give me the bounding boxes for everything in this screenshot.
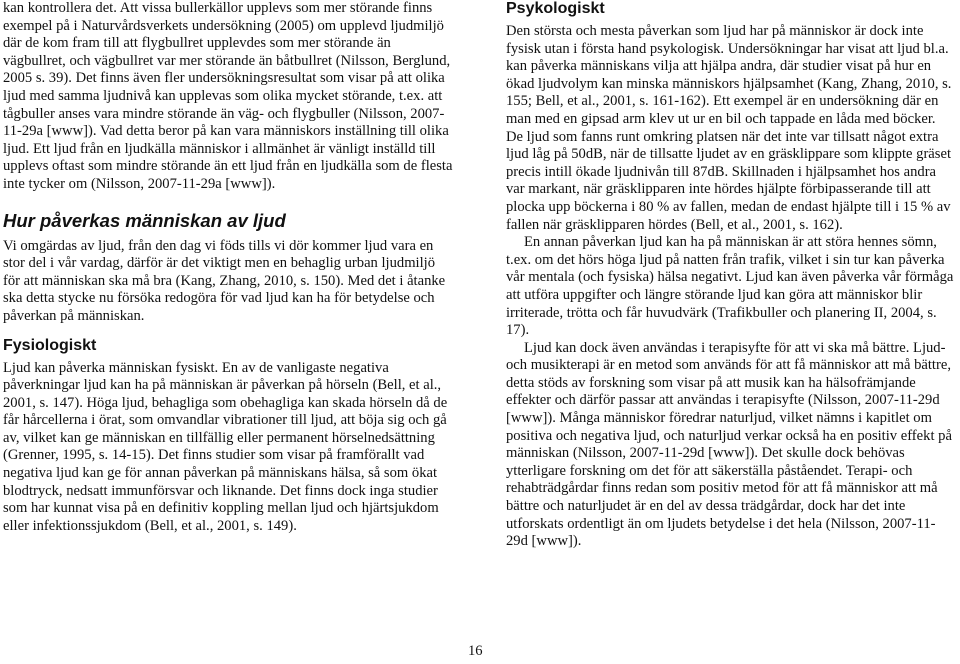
subsection-paragraph-fysiologiskt: Ljud kan påverka människan fysiskt. En av de vanligaste negativa påverkningar ljud kan ha på människan är påverkan på hörseln (Bell, et al., 2001, s. 147). Höga ljud, behagliga som obehagliga kan skada hörseln då de får hårcellerna i örat, som omvandlar vibrationer till ljud, att böja sig och gå av, vilket kan ge människan en tillfällig eller permanent hörselnedsättning (Grenner, 1995, s. 14-15). Det finns studier som visar på framförallt vad negativa ljud kan ge för annan påverkan på människans hälsa, så som ökat blodtryck, nedsatt immunförsvar och liknande. Det finns dock inga studier som har kunnat visa på en definitiv koppling mellan ljud och hjärtsjukdom eller infektionssjukdom (Bell, et al., 2001, s. 149). <box>3 359 448 534</box>
left-column <box>3 0 453 535</box>
section-heading: Hur påverkas människan av ljud <box>3 209 286 231</box>
subsection-heading-psykologiskt: Psykologiskt <box>506 0 605 17</box>
psykologiskt-paragraph-3: Ljud kan dock även användas i terapisyfte för att vi ska må bättre. Ljud- och musikterapi är en metod som används för att få människor att må bättre, detta stöds av forskning som visar på att musik kan ha hälsofrämjande effekter och därför passar att användas i terapisyfte (Nilsson, 2007-11-29d [www]). Många människor föredrar naturljud, vilket nämns i kapitlet om positiva och negativa ljud, och naturljud verkar också ha en positiv effekt på människan (Nilsson, 2007-11-29d [www]). Det skulle dock behövas ytterligare forskning om det för att säkerställa påståendet. Terapi- och rehabträdgårdar finns redan som positiv metod för att få människor att må bättre och naturljudet är en del av dessa trädgårdar, dock har det inte utforskats ordentligt än om ljudets betydelse i det hela (Nilsson, 2007-11-29d [www]). <box>506 339 952 550</box>
intro-paragraph: kan kontrollera det. Att vissa bullerkällor upplevs som mer störande finns exempel på i Naturvårdsverkets undersökning (2005) om upplevd ljudmiljö där de kom fram till att flygbullret upplevdes som mer störande än vägbullret, och vägbullret var mer störande än båtbullret (Nilsson, Berglund, 2005 s. 39). Det finns även fler undersökningsresultat som visar på att olika ljud med samma ljudnivå kan upplevas som olika mycket störande, t.ex. att tågbuller anses vara mindre störande än väg- och flygbuller (Nilsson, 2007-11-29a [www]). Vad detta beror på kan vara människors inställning till olika ljud. Ett ljud från en ljudkälla människor i allmänhet är vänligt inställd till upplevs oftast som mindre störande än ett ljud från en ljudkälla som de flesta inte tycker om (Nilsson, 2007-11-29a [www]). <box>3 0 453 192</box>
right-column <box>506 0 956 551</box>
section-paragraph: Vi omgärdas av ljud, från den dag vi föds tills vi dör kommer ljud vara en stor del i vår vardag, därför är det viktigt men en behaglig urban ljudmiljö för att människan ska må bra (Kang, Zhang, 2010, s. 150). Med det i åtanke ska detta stycke nu försöka redogöra för vad ljud kan ha för betydelse och påverkan på människan. <box>3 237 446 324</box>
subsection-heading-fysiologiskt: Fysiologiskt <box>3 336 97 354</box>
psykologiskt-paragraph-2: En annan påverkan ljud kan ha på människan är att störa hennes sömn, t.ex. om det hörs höga ljud på natten från trafik, vilket i sin tur kan påverka vår mentala (och fysiska) hälsa negativt. Ljud kan även påverka vår förmåga att utföra uppgifter och längre störande ljud kan göra att människor blir irriterade, trötta och får huvudvärk (Trafikbuller och planering II, 2004, s. 17). <box>506 234 954 339</box>
psykologiskt-paragraph-1: Den största och mesta påverkan som ljud har på människor är dock inte fysisk utan i första hand psykologisk. Undersökningar har visat att ljud bl.a. kan påverka människans vilja att hjälpa andra, där studier visat på hur en ökad ljudvolym kan minska människors hjälpsamhet (Kang, Zhang, 2010, s. 155; Bell, et al., 2001, s. 161-162). Ett exempel är en undersökning där en man med en gipsad arm klev ut ur en bil och tappade en låda med böcker. De ljud som fanns runt omkring platsen när det inte var tillsatt något extra ljud låg på 50dB, när de tillsatte ljudet av en gräsklippare som klippte gräset precis intill ökade ljudnivån till 87dB. Skillnaden i hjälpsamhet hos andra var markant, när gräsklipparen inte hördes hjälpte förbipasserande till att plocka upp böckerna i 80 % av fallen, medan de endast hjälpte till i 15 % av fallen när gräsklipparen hördes (Bell, et al., 2001, s. 162). <box>506 23 952 233</box>
page-number: 16 <box>468 643 483 659</box>
